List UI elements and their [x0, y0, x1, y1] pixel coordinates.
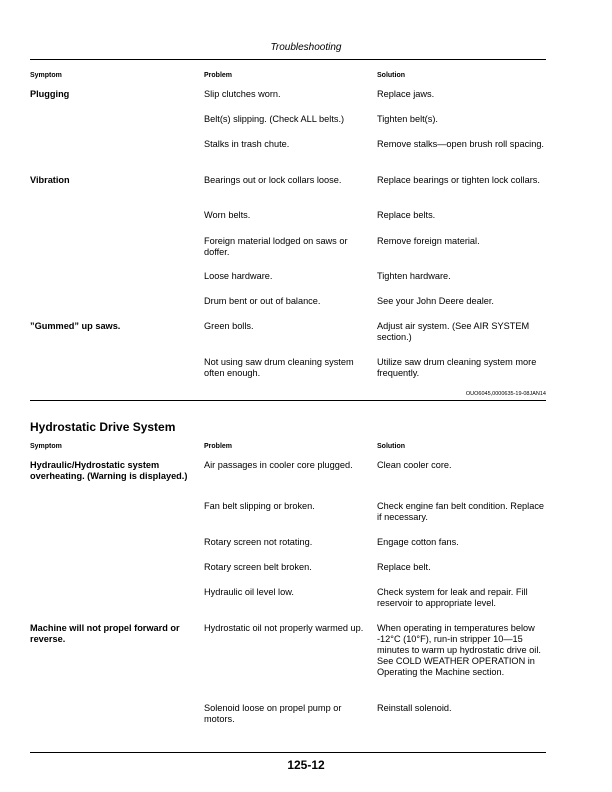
problem-cell: Stalks in trash chute. [204, 139, 290, 149]
col-header-solution: Solution [377, 72, 405, 79]
header-rule [30, 59, 546, 60]
document-id: OUO6045,0000635-19-08JAN14 [465, 391, 546, 397]
solution-cell: Remove foreign material. [377, 236, 480, 246]
solution-cell: When operating in temperatures below -12°C (10°F), run-in stripper 10—15 minutes to warm up hydrostatic drive oil. See COLD WEATHER OPERATION in Operating the Machine section. [377, 623, 541, 677]
solution-cell: Tighten belt(s). [377, 114, 438, 124]
symptom-cell: ”Gummed” up saws. [30, 321, 121, 331]
solution-cell: Replace belts. [377, 210, 436, 220]
col-header-symptom: Symptom [30, 443, 62, 450]
problem-cell: Loose hardware. [204, 271, 273, 281]
problem-cell: Rotary screen not rotating. [204, 537, 313, 547]
problem-cell: Slip clutches worn. [204, 89, 281, 99]
solution-cell: Clean cooler core. [377, 460, 452, 470]
solution-cell: Check system for leak and repair. Fill reservoir to appropriate level. [377, 587, 528, 608]
col-header-problem: Problem [204, 443, 233, 450]
section-rule [30, 400, 546, 401]
solution-cell: Remove stalks—open brush roll spacing. [377, 139, 544, 149]
solution-cell: Tighten hardware. [377, 271, 451, 281]
symptom-cell: Machine will not propel forward or reverse. [30, 623, 180, 644]
solution-cell: Adjust air system. (See AIR SYSTEM section.) [377, 321, 530, 342]
problem-cell: Belt(s) slipping. (Check ALL belts.) [204, 114, 345, 124]
problem-cell: Air passages in cooler core plugged. [204, 460, 353, 470]
solution-cell: Reinstall solenoid. [377, 703, 452, 713]
problem-cell: Hydraulic oil level low. [204, 587, 294, 597]
problem-cell: Fan belt slipping or broken. [204, 501, 315, 511]
solution-cell: Utilize saw drum cleaning system more frequently. [377, 357, 537, 378]
problem-cell: Not using saw drum cleaning system often enough. [204, 357, 354, 378]
problem-cell: Green bolls. [204, 321, 254, 331]
col-header-symptom: Symptom [30, 72, 62, 79]
problem-cell: Worn belts. [204, 210, 251, 220]
page-header: Troubleshooting [270, 42, 342, 53]
symptom-cell: Vibration [30, 175, 70, 185]
solution-cell: See your John Deere dealer. [377, 296, 494, 306]
problem-cell: Foreign material lodged on saws or doffer. [204, 236, 348, 257]
col-header-problem: Problem [204, 72, 233, 79]
symptom-cell: Plugging [30, 89, 70, 99]
solution-cell: Replace jaws. [377, 89, 435, 99]
footer-rule [30, 752, 546, 753]
solution-cell: Replace bearings or tighten lock collars. [377, 175, 540, 185]
solution-cell: Check engine fan belt condition. Replace if necessary. [377, 501, 545, 522]
problem-cell: Solenoid loose on propel pump or motors. [204, 703, 342, 724]
problem-cell: Rotary screen belt broken. [204, 562, 312, 572]
section-title: Hydrostatic Drive System [30, 420, 176, 434]
problem-cell: Bearings out or lock collars loose. [204, 175, 342, 185]
symptom-cell: Hydraulic/Hydrostatic system overheating. (Warning is displayed.) [30, 460, 188, 481]
solution-cell: Engage cotton fans. [377, 537, 459, 547]
problem-cell: Hydrostatic oil not properly warmed up. [204, 623, 364, 633]
col-header-solution: Solution [377, 443, 405, 450]
page-number: 125-12 [287, 758, 325, 772]
problem-cell: Drum bent or out of balance. [204, 296, 321, 306]
solution-cell: Replace belt. [377, 562, 431, 572]
